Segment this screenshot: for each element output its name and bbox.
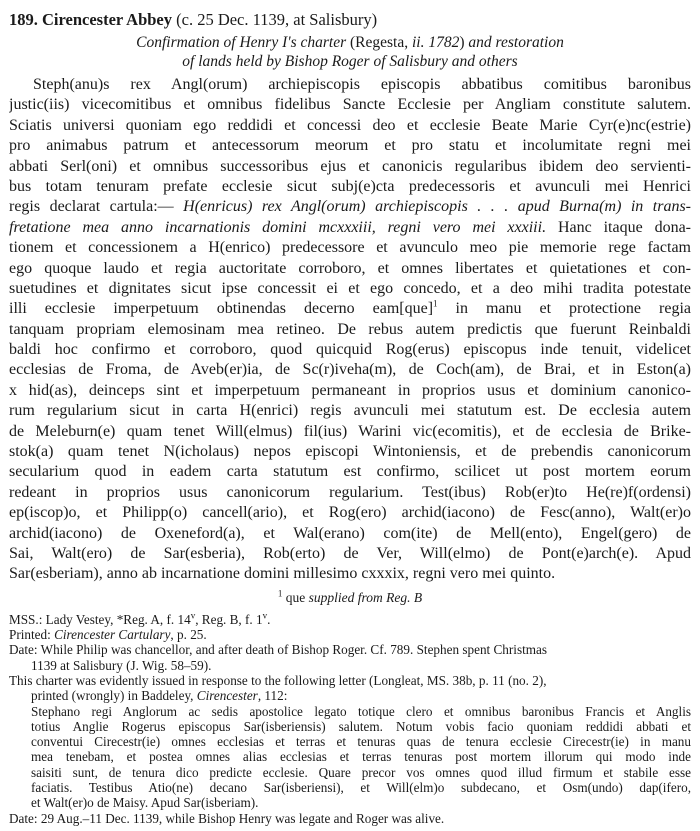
text-line: Sai, Walt(ero) de Sar(esberia), Rob(erto) de Ver, Will(elmo) de Pont(e)arch(e). Apud	[9, 544, 691, 562]
text-line: Sar(esberiam), anno ab incarnatione domini millesimo cxxxix, regni vero mei quinto.	[9, 565, 556, 583]
text-segment: Hanc itaque dona-	[546, 218, 691, 236]
quote-line: totius Anglie Rogerus episcopus Sar(isberiensis) salutem. Notum vobis facio quoniam reddidi abbati et	[31, 718, 691, 734]
subtitle-italic-a: Confirmation of Henry I's charter	[136, 34, 347, 51]
text-line-mixed	[9, 197, 691, 217]
text-line: stok(a) quam tenet N(icholaus) nepos episcopi Wintoniensis, et de prebendis canonicorum	[9, 443, 691, 461]
text-line-mixed	[9, 299, 691, 319]
quote-line: faciatis. Testibus Atio(ne) decano Sar(isberiensi), et Will(elm)o subdecano, et Osm(undo) dap(ifero,	[31, 780, 691, 796]
text-line: redeant in proprios usus canonicorum regularium. Test(ibus) Rob(er)to He(re)f(ordensi)	[9, 483, 691, 501]
printed-note	[9, 627, 691, 642]
quote-line: saisiti sunt, de tenura dico predicte ecclesie. Quare precor vos omnes quod illud firmum et stabile esse	[31, 764, 691, 780]
text-line: Steph(anu)s rex Angl(orum) archiepiscopis episcopis abbatibus comitibus baronibus	[33, 76, 691, 93]
printed-source: Cirencester Cartulary	[54, 627, 171, 643]
footnote-word: que	[285, 589, 306, 605]
baddeley-title: Cirencester	[196, 688, 258, 704]
quoted-charter-explicit: fretatione mea anno incarnationis domini mcxxxiii, regni vero mei xxxiii.	[9, 218, 547, 236]
text-line: bus totam tenuram prefate ecclesie sicut subj(e)cta predecessoris et avunculi mei Henrici	[9, 177, 691, 195]
subtitle-line-1	[9, 33, 691, 52]
quote-line: Stephano regi Anglorum ac sedis apostolice legato totique clero et omnibus baronibus Francis et Anglis	[31, 703, 691, 719]
quote-line: conventui Cirecestr(ie) omnes ecclesias et terras et tenuras quas de tenura ecclesie Cirecestr(ie) in manu	[31, 734, 691, 750]
text-line: rum regularium sicut in carta H(enrici) regis avunculi mei statutum est. De ecclesia autem	[9, 402, 691, 420]
subtitle-line-2: of lands held by Bishop Roger of Salisbury and others	[182, 53, 518, 70]
quoted-letter	[9, 704, 691, 811]
charter-title: Cirencester Abbey	[42, 10, 172, 29]
charter-text	[9, 75, 691, 585]
subtitle-close: )	[459, 34, 465, 51]
footnote	[9, 589, 691, 606]
text-line: justic(iis) vicecomitibus et omnibus fidelibus Sancte Ecclesie per Angliam constitute salutem.	[9, 96, 691, 114]
date2-text: 29 Aug.–11 Dec. 1139, while Bishop Henry was legate and Roger was alive.	[37, 810, 445, 826]
mss-end: .	[267, 611, 271, 627]
mss-text: Lady Vestey, *Reg. A, f. 14	[42, 611, 191, 627]
letter-intro-text: This charter was evidently issued in response to the following letter (Longleat, MS. 38b, p. 11 (no. 2),	[9, 672, 547, 688]
footnote-number: 1	[277, 588, 283, 599]
mss-superscript: v	[190, 610, 196, 621]
subtitle-roman: (Regesta,	[350, 34, 412, 51]
text-line: baldi hoc confirmo et corroboro, quod quicquid Rog(erus) episcopus inde tenuit, videlicet	[9, 341, 691, 359]
footnote-marker: 1	[433, 299, 438, 309]
text-line: x hid(as), deinceps sint et imperpetuum permaneant in proprios usus et dominium canonico-	[9, 381, 691, 399]
charter-date-place: (c. 25 Dec. 1139, at Salisbury)	[176, 10, 378, 29]
text-line-mixed	[9, 218, 691, 238]
letter-intro-text: , 112:	[257, 688, 288, 704]
subtitle-italic-c: and restoration	[464, 34, 564, 51]
letter-intro-text: printed (wrongly) in Baddeley,	[31, 688, 197, 704]
date2-note	[9, 811, 691, 826]
text-line: Sciatis universi quoniam ego reddidi et concessi deo et ecclesie Beate Marie Cyr(e)nc(estrie)	[9, 116, 691, 134]
date-text: 1139 at Salisbury (J. Wig. 58–59).	[31, 657, 212, 673]
date-label: Date:	[9, 642, 38, 658]
date-text: While Philip was chancellor, and after death of Bishop Roger. Cf. 789. Stephen spent Christmas	[37, 642, 547, 658]
mss-label: MSS.:	[9, 611, 43, 627]
charter-subtitle	[9, 33, 691, 71]
text-line: ep(iscop)o, et Philipp(o) cancell(ario), et Rog(ero) archid(iacono) de Fesc(anno), Walt(er)o	[9, 504, 691, 522]
quoted-charter-incipit: H(enricus) rex Angl(orum) archiepiscopis . . . apud Burna(m) in trans-	[183, 198, 691, 216]
text-segment: in manu et protectione regia	[437, 300, 691, 318]
editorial-notes	[9, 612, 691, 826]
text-line: abbati Serl(oni) et omnibus successoribus ejus et canonicis regularibus ibidem deo servienti-	[9, 157, 691, 175]
date-note	[9, 642, 691, 673]
text-line: tionem et concessionem a H(enrico) predecessore et avunculo meo pie memorie rege factam	[9, 239, 691, 257]
charter-heading	[9, 10, 691, 30]
text-line: tanquam propriam elemosinam mea retineo. De rebus autem predictis que fuerunt Reinbaldi	[9, 320, 691, 338]
mss-text: , Reg. B, f. 1	[195, 611, 263, 627]
quote-line: et Walt(er)o de Maisy. Apud Sar(isberiam).	[31, 795, 259, 811]
mss-note	[9, 612, 691, 627]
text-line: suetudines et dignitates sicut ipse concessit ei et ego concedo, et a deo mihi tradita potestate	[9, 279, 691, 297]
mss-superscript: v	[262, 610, 268, 621]
text-segment: regis declarat cartula:—	[9, 198, 174, 216]
quote-line: mea tenebam, et postea omnes alias ecclesias et terras tenuras post mortem illorum qui modo inde	[31, 749, 691, 765]
text-segment: illi ecclesie imperpetuum obtinendas decerno eam[que]	[9, 300, 434, 318]
footnote-text: supplied from Reg. B	[305, 589, 423, 605]
text-line: ecclesias de Froma, de Aveb(er)ia, de Sc(r)iveha(m), de Coch(am), de Brai, et in Eston(a)	[9, 361, 691, 379]
text-line: ego quoque laudo et regia auctoritate corroboro, et omnes libertates et quietationes et con-	[9, 259, 691, 277]
subtitle-italic-b: ii. 1782	[411, 34, 460, 51]
date2-label: Date:	[9, 810, 38, 826]
text-line: secularium quod in eadem carta statutum est confirmo, scilicet ut post mortem eorum	[9, 463, 691, 481]
printed-label: Printed:	[9, 627, 51, 643]
printed-end: , p. 25.	[170, 627, 207, 643]
text-line: archid(iacono) de Oxeneford(a), et Wal(erano) com(ite) de Mell(ento), Engel(gero) de	[9, 524, 691, 542]
text-line: pro animabus patrum et antecessorum meorum et pro statu et incolumitate regni mei	[9, 137, 691, 155]
letter-intro-note	[9, 673, 691, 704]
text-line: de Meleburn(e) quam tenet Will(elmus) fil(ius) Warini vic(ecomitis), et de ecclesia de Brike-	[9, 422, 691, 440]
charter-number: 189.	[9, 10, 38, 29]
